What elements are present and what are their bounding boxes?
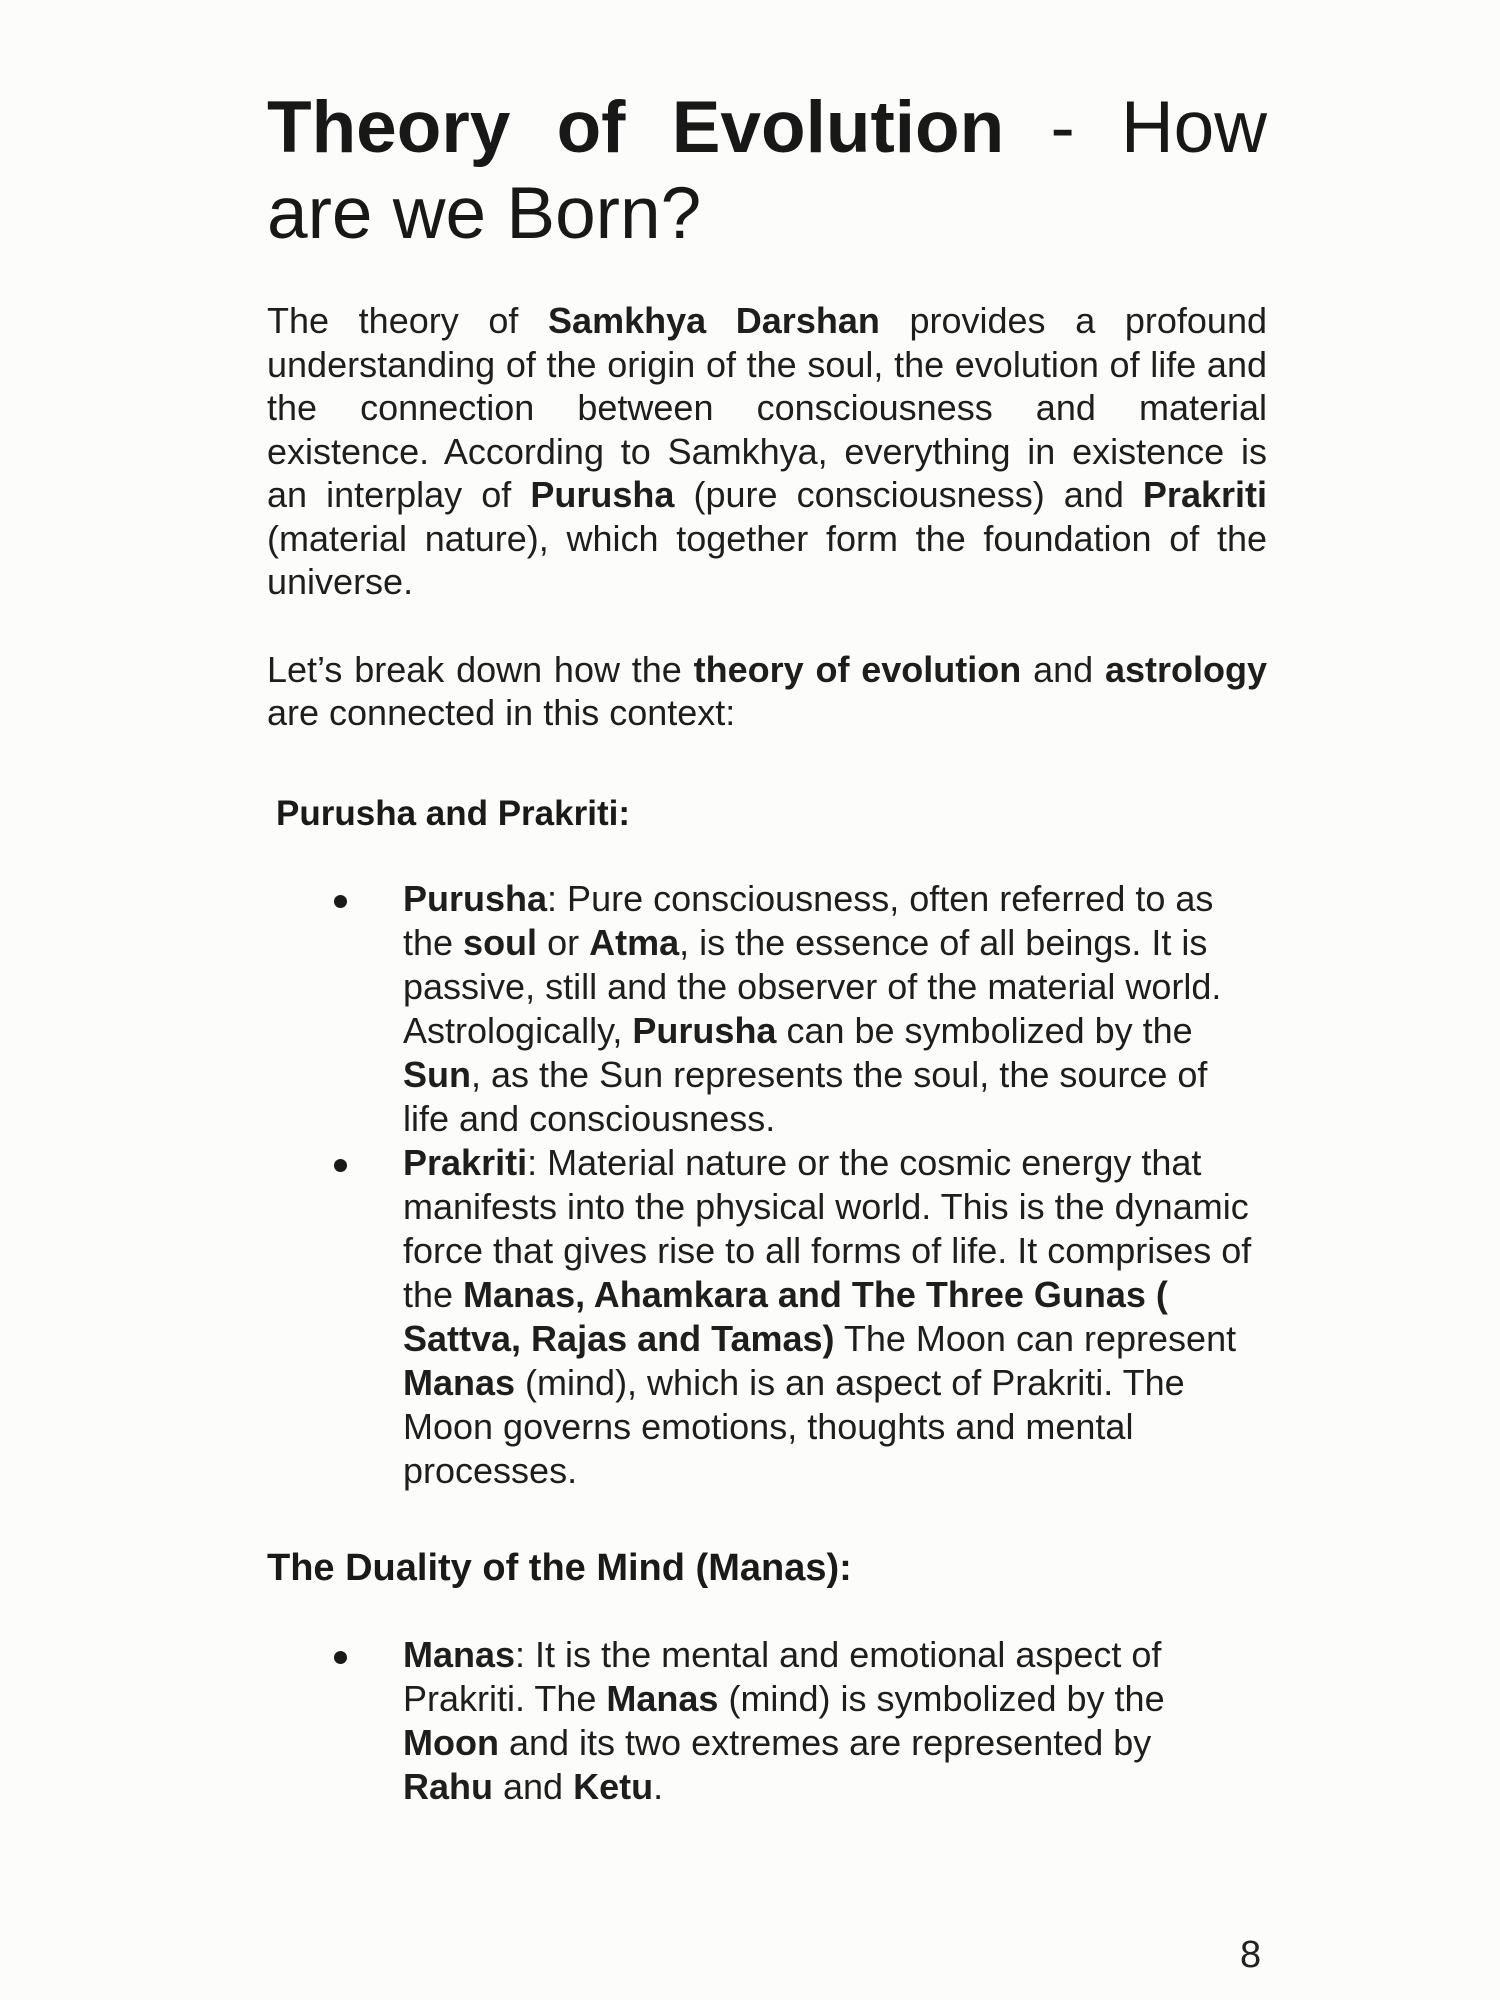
section-heading-duality-of-mind: The Duality of the Mind (Manas): xyxy=(267,1546,852,1589)
list-item-manas xyxy=(403,1633,1217,1809)
bold-term: Prakriti xyxy=(403,1141,528,1183)
bold-term: Purusha xyxy=(530,474,675,515)
text-run: and xyxy=(1021,648,1105,690)
list-item-purusha xyxy=(403,877,1260,1141)
bold-term: Manas xyxy=(606,1677,719,1719)
bold-term: Moon xyxy=(403,1721,499,1763)
title-bold-part: Theory of Evolution xyxy=(267,87,1005,168)
bold-term: Manas, Ahamkara and The Three Gunas ( Sattva, Rajas and Tamas) xyxy=(403,1273,1168,1359)
bold-term: Purusha xyxy=(403,877,548,919)
bold-term: theory of evolution xyxy=(693,648,1022,690)
bold-term: astrology xyxy=(1104,648,1267,690)
bold-term: Samkhya Darshan xyxy=(548,300,880,341)
title-regular-part: - How are we Born? xyxy=(267,87,1267,254)
text-run: : Pure consciousness, often referred to as the xyxy=(403,877,1214,963)
bullet-icon xyxy=(334,895,347,908)
text-run: (material nature), which together form the foundation of the universe. xyxy=(267,517,1267,602)
section-heading-purusha-prakriti: Purusha and Prakriti: xyxy=(276,793,630,833)
list-item-prakriti xyxy=(403,1141,1260,1493)
text-run: can be symbolized by the xyxy=(776,1009,1193,1051)
bullet-icon xyxy=(334,1651,347,1664)
text-run: are connected in this context: xyxy=(267,692,736,733)
text-run: The Moon can represent xyxy=(834,1317,1237,1359)
text-run: . xyxy=(653,1765,664,1807)
text-run: or xyxy=(537,921,590,963)
bold-term: Manas xyxy=(403,1361,516,1403)
text-run: and its two extremes are represented by xyxy=(498,1721,1152,1763)
page-content xyxy=(267,85,1267,1809)
text-run: Let’s break down how the xyxy=(267,648,694,690)
bold-term: Atma xyxy=(589,921,680,963)
bold-term: Prakriti xyxy=(1142,474,1267,515)
bold-term: Ketu xyxy=(573,1765,654,1807)
text-run: and xyxy=(493,1765,574,1807)
bold-term: Sun xyxy=(403,1053,471,1095)
text-run: The theory of xyxy=(267,300,549,341)
text-run: provides a profound understanding of the origin of the soul, the evolution of life and the connection between consciousness and material existence. According to Samkhya, everything in existence is an interplay of xyxy=(267,300,1267,515)
page-title xyxy=(267,85,1267,257)
bold-term: soul xyxy=(463,921,538,963)
bold-term: Purusha xyxy=(632,1009,777,1051)
bold-term: Manas xyxy=(403,1633,516,1675)
text-run: (mind) is symbolized by the xyxy=(718,1677,1165,1719)
bullet-icon xyxy=(334,1159,347,1172)
bold-term: Rahu xyxy=(403,1765,493,1807)
text-run: : Material nature or the cosmic energy that manifests into the physical world. This is the dynamic force that gives rise to all forms of life. It comprises of the xyxy=(403,1141,1252,1315)
purusha-prakriti-list xyxy=(267,877,1260,1493)
intro-paragraph xyxy=(267,299,1267,604)
duality-list xyxy=(267,1633,1217,1809)
page-number: 8 xyxy=(1240,1934,1262,1976)
text-run: (pure consciousness) and xyxy=(674,474,1143,515)
text-run: , as the Sun represents the soul, the source of life and consciousness. xyxy=(403,1053,1208,1139)
text-run: , is the essence of all beings. It is passive, still and the observer of the material world. Astrologically, xyxy=(403,921,1222,1051)
text-run: (mind), which is an aspect of Prakriti. The Moon governs emotions, thoughts and mental processes. xyxy=(403,1361,1185,1491)
breakdown-paragraph xyxy=(267,648,1267,735)
text-run: : It is the mental and emotional aspect of Prakriti. The xyxy=(403,1633,1162,1719)
